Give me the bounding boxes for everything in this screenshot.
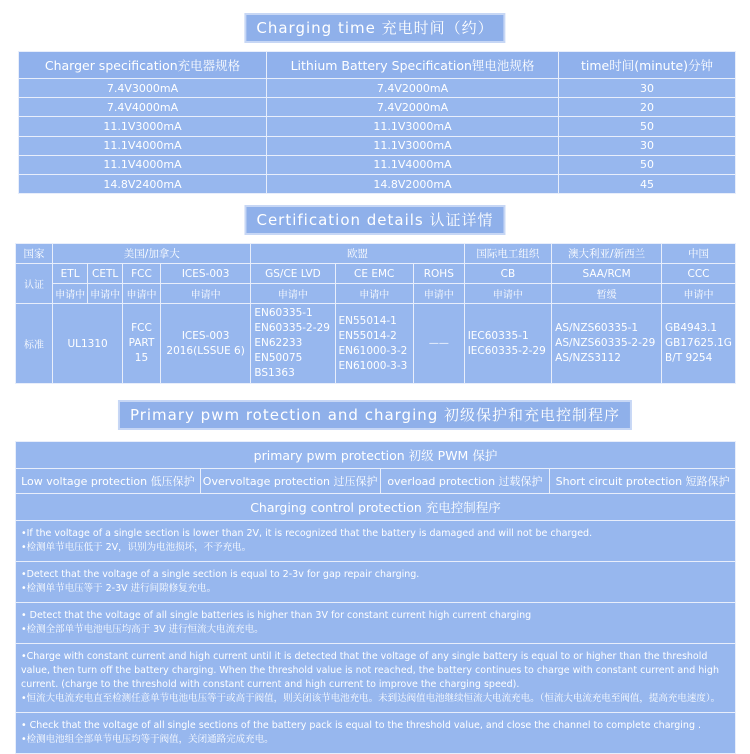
status-row — [16, 284, 736, 304]
note-en: •If the voltage of a single section is lower than 2V, it is recognized that the battery is damaged and will not be charged. — [21, 528, 593, 539]
charging-time-title: Charging time 充电时间（约） — [246, 15, 503, 41]
cell-time: 50 — [559, 155, 736, 174]
country-label: 国家 — [16, 244, 53, 264]
header-time: time时间(minute)分钟 — [559, 52, 736, 79]
note-zh: •检测电池组全部单节电压均等于阀值，关闭通路完成充电。 — [21, 734, 274, 745]
table-row — [19, 98, 736, 117]
cell-time: 45 — [559, 174, 736, 193]
table-row — [19, 174, 736, 193]
region-row — [16, 244, 736, 264]
cell-battery: 14.8V2000mA — [267, 174, 559, 193]
cell-time: 30 — [559, 79, 736, 98]
note-en: •Detect that the voltage of a single section is equal to 2-3v for gap repair charging. — [21, 569, 420, 580]
cell-charger: 11.1V3000mA — [19, 117, 267, 136]
cell-charger: 7.4V4000mA — [19, 98, 267, 117]
note-zh: •检测全部单节电池电压均高于 3V 进行恒流大电流充电。 — [21, 624, 264, 635]
list-item — [16, 521, 736, 562]
table-header-row — [19, 52, 736, 79]
status-fcc: 申请中 — [123, 284, 161, 304]
status-etl: 申请中 — [53, 284, 88, 304]
status-gs-lvd: 申请中 — [251, 284, 335, 304]
standard-gs-lvd: EN60335-1 EN60335-2-29 EN62233 EN50075 BS1363 — [251, 304, 335, 384]
cert-fcc: FCC — [123, 264, 161, 284]
cell-battery: 11.1V3000mA — [267, 117, 559, 136]
cell-battery: 11.1V4000mA — [267, 155, 559, 174]
status-ices: 申请中 — [160, 284, 250, 304]
note-en: •Charge with constant current and high current until it is detected that the voltage of any single battery is equal to or higher than the threshold value, then turn off the battery charging. When the threshold value is not reached, the battery continues to charge with constant current and high current. (charge to the threshold with constant current and high current to improve the charging speed). — [21, 651, 719, 690]
status-cb: 申请中 — [464, 284, 551, 304]
cell-charger: 7.4V3000mA — [19, 79, 267, 98]
status-cetl: 申请中 — [88, 284, 123, 304]
standard-saa: AS/NZS60335-1 AS/NZS60335-2-29 AS/NZS3112 — [552, 304, 662, 384]
cert-saa: SAA/RCM — [552, 264, 662, 284]
cert-cetl: CETL — [88, 264, 123, 284]
list-item — [16, 644, 736, 713]
cell-time: 20 — [559, 98, 736, 117]
table-row — [19, 79, 736, 98]
standard-ices: ICES-003 2016(LSSUE 6) — [160, 304, 250, 384]
table-row — [19, 155, 736, 174]
charging-time-table — [18, 51, 736, 194]
cell-time: 50 — [559, 117, 736, 136]
primary-protection-header: primary pwm protection 初级 PWM 保护 — [16, 442, 736, 469]
standard-rohs: —— — [413, 304, 464, 384]
cell-charger: 11.1V4000mA — [19, 136, 267, 155]
region-us-ca: 美国/加拿大 — [53, 244, 251, 264]
region-iec: 国际电工组织 — [464, 244, 551, 264]
note-zh: •检测单节电压低于 2V，识别为电池损坏，不予充电。 — [21, 542, 252, 553]
cert-ices: ICES-003 — [160, 264, 250, 284]
list-item — [16, 562, 736, 603]
certification-table — [15, 243, 736, 384]
cert-label: 认证 — [16, 264, 53, 304]
standard-ce-emc: EN55014-1 EN55014-2 EN61000-3-2 EN61000-3-3 — [335, 304, 413, 384]
protection-row — [16, 469, 736, 494]
status-ce-emc: 申请中 — [335, 284, 413, 304]
cert-ce-emc: CE EMC — [335, 264, 413, 284]
table-row — [19, 117, 736, 136]
cell-battery: 7.4V2000mA — [267, 79, 559, 98]
note-en: • Detect that the voltage of all single batteries is higher than 3V for constant current high current charging — [21, 610, 532, 621]
standard-fcc: FCC PART 15 — [123, 304, 161, 384]
cert-cb: CB — [464, 264, 551, 284]
list-item — [16, 603, 736, 644]
overload-protection: overload protection 过载保护 — [380, 469, 550, 494]
cell-time: 30 — [559, 136, 736, 155]
cert-etl: ETL — [53, 264, 88, 284]
cert-ccc: CCC — [662, 264, 736, 284]
cell-charger: 14.8V2400mA — [19, 174, 267, 193]
cell-battery: 11.1V3000mA — [267, 136, 559, 155]
charging-control-header: Charging control protection 充电控制程序 — [16, 494, 736, 521]
status-ccc: 申请中 — [662, 284, 736, 304]
cert-rohs: ROHS — [413, 264, 464, 284]
status-rohs: 申请中 — [413, 284, 464, 304]
standard-cb: IEC60335-1 IEC60335-2-29 — [464, 304, 551, 384]
region-cn: 中国 — [662, 244, 736, 264]
region-au-nz: 澳大利亚/新西兰 — [552, 244, 662, 264]
note-zh: •检测单节电压等于 2-3V 进行间隙修复充电。 — [21, 583, 217, 594]
standard-etl: UL1310 — [53, 304, 123, 384]
certification-title: Certification details 认证详情 — [246, 207, 503, 233]
overvoltage-protection: Overvoltage protection 过压保护 — [200, 469, 380, 494]
cert-row — [16, 264, 736, 284]
protection-table — [15, 441, 736, 754]
cert-gs-lvd: GS/CE LVD — [251, 264, 335, 284]
cell-battery: 7.4V2000mA — [267, 98, 559, 117]
region-eu: 欧盟 — [251, 244, 464, 264]
cell-charger: 11.1V4000mA — [19, 155, 267, 174]
note-zh: •恒流大电流充电直至检测任意单节电池电压等于或高于阀值，则关闭该节电池充电。未到达阀值电池继续恒流大电流充电。（恒流大电流充电至阀值，提高充电速度）。 — [21, 693, 721, 704]
header-battery-spec: Lithium Battery Specification锂电池规格 — [267, 52, 559, 79]
protection-title: Primary pwm rotection and charging 初级保护和充电控制程序 — [120, 402, 630, 428]
standard-ccc: GB4943.1 GB17625.1G B/T 9254 — [662, 304, 736, 384]
table-row — [19, 136, 736, 155]
short-circuit-protection: Short circuit protection 短路保护 — [550, 469, 736, 494]
low-voltage-protection: Low voltage protection 低压保护 — [16, 469, 201, 494]
standard-row — [16, 304, 736, 384]
list-item — [16, 713, 736, 754]
note-en: • Check that the voltage of all single sections of the battery pack is equal to the threshold value, and close the channel to complete charging . — [21, 720, 702, 731]
status-saa: 暂缓 — [552, 284, 662, 304]
header-charger-spec: Charger specification充电器规格 — [19, 52, 267, 79]
standard-label: 标准 — [16, 304, 53, 384]
